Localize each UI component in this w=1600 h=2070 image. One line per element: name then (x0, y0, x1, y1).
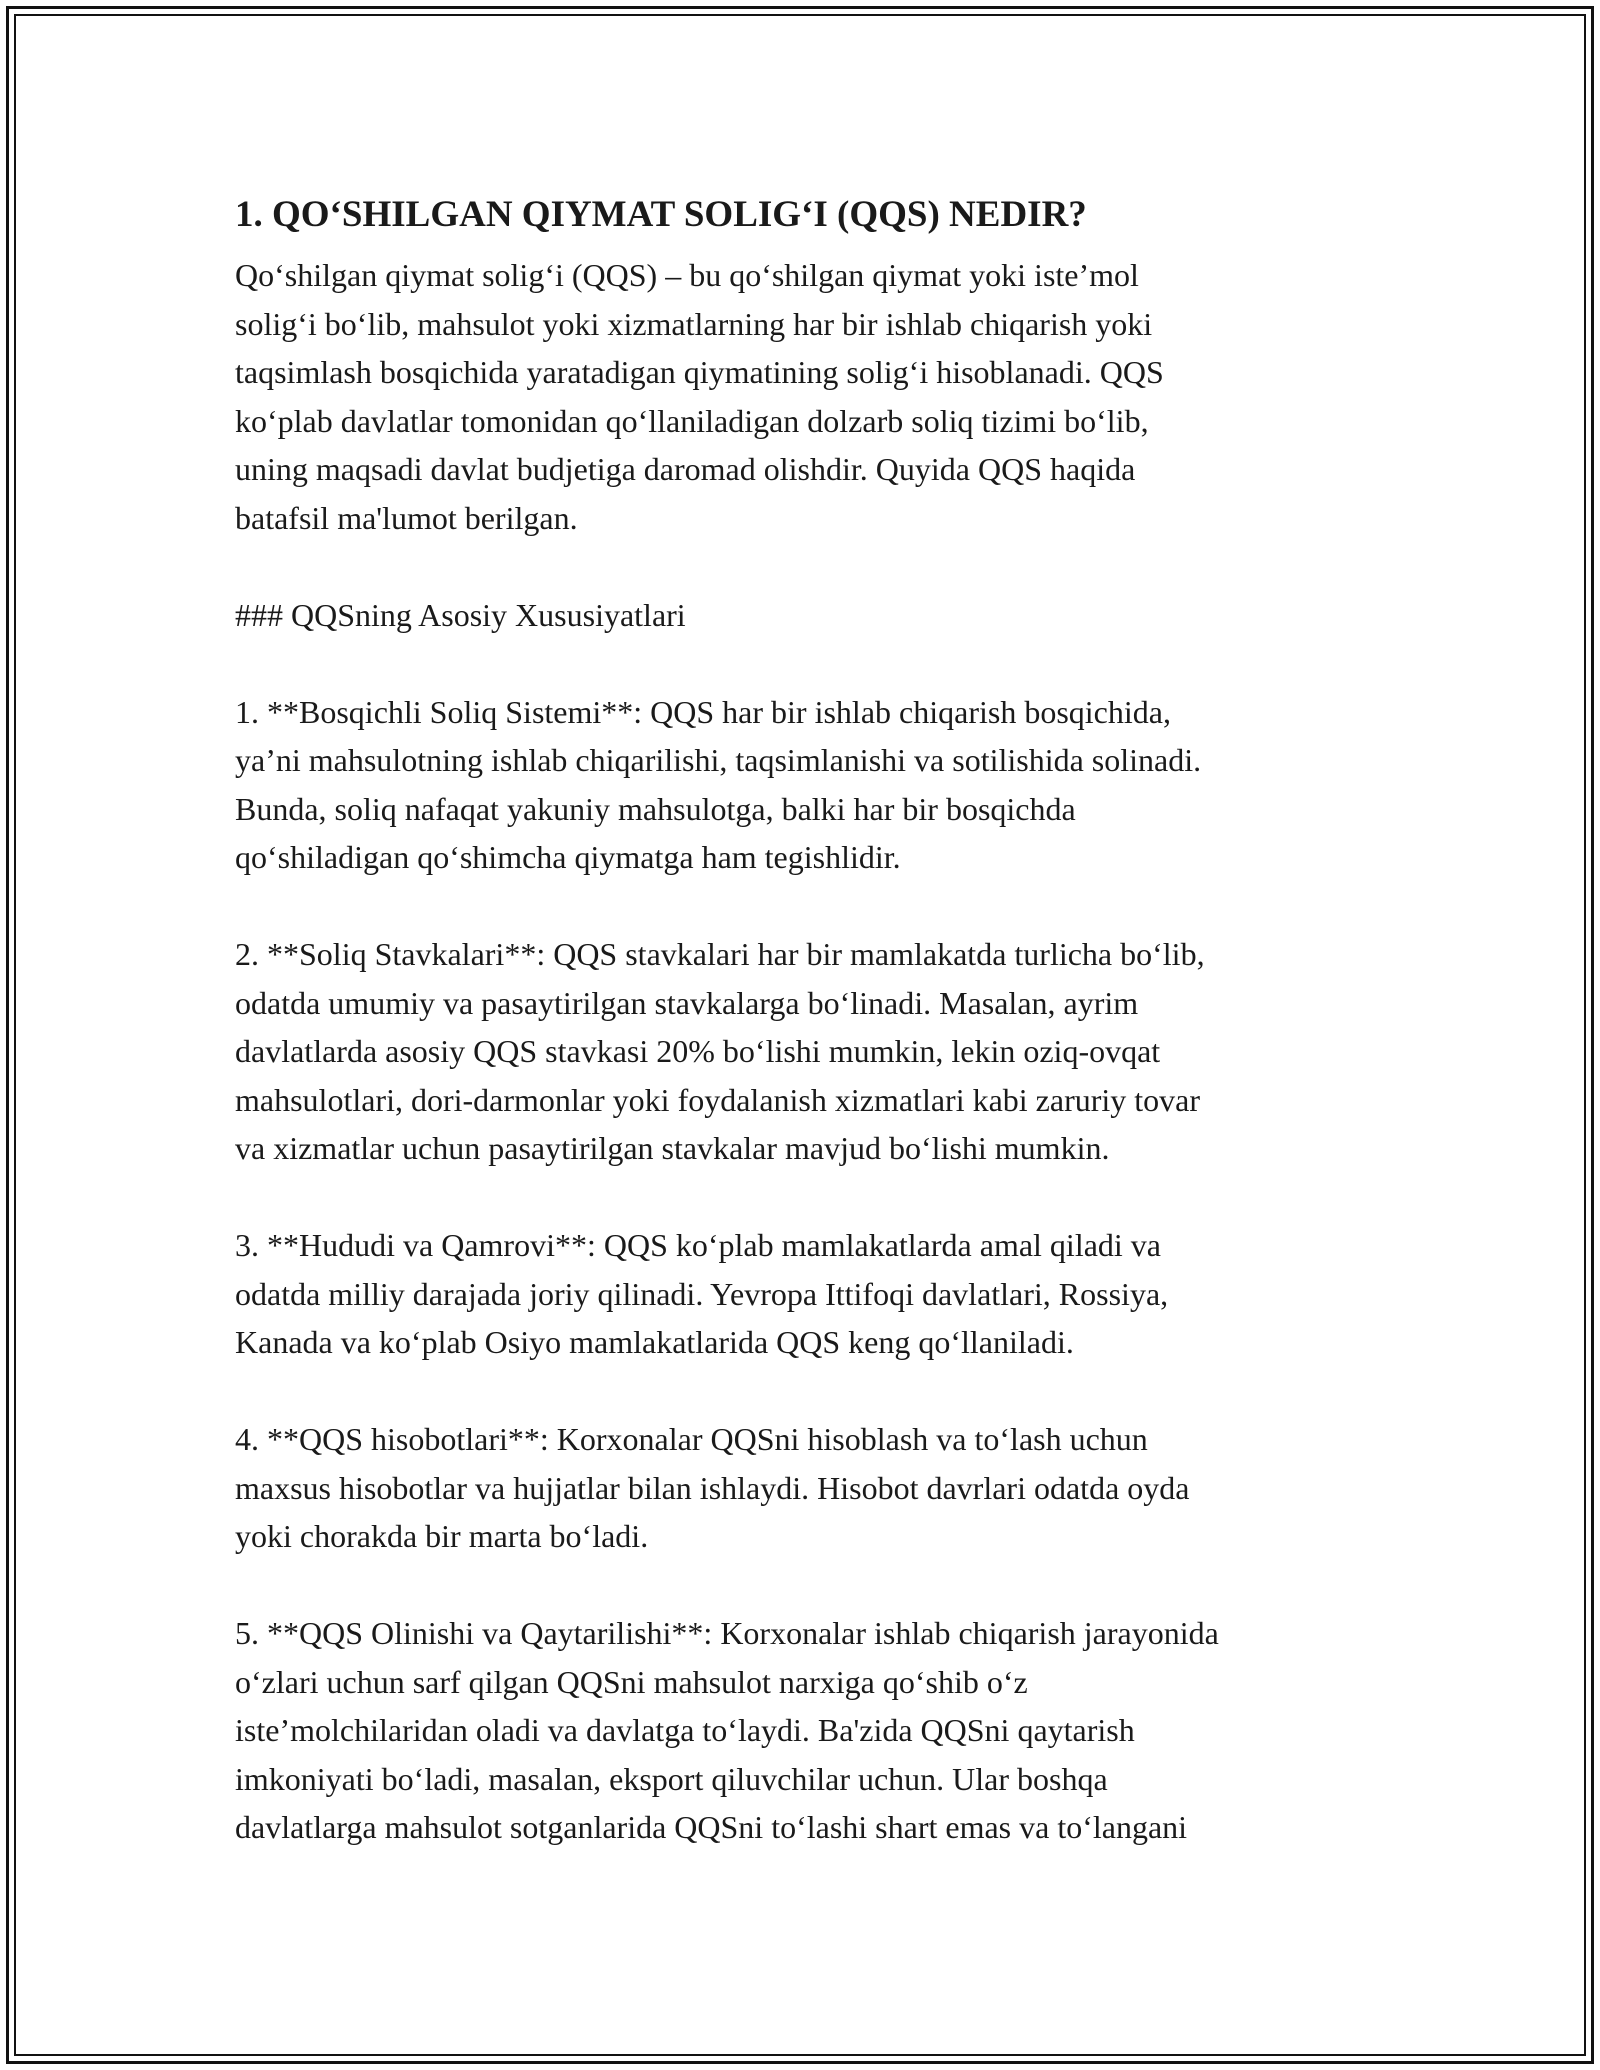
list-item-1: 1. **Bosqichli Soliq Sistemi**: QQS har bir ishlab chiqarish bosqichida, ya’ni mahsulotning ishlab chiqarilishi, taqsimlanishi va sotilishida solinadi. Bunda, soliq nafaqat yakuniy mahsulotga, balki har bir bosqichda qo‘shiladigan qo‘shimcha qiymatga ham tegishlidir. (235, 693, 1202, 875)
paragraph-spacer (235, 1367, 1375, 1416)
paragraph-spacer (235, 542, 1375, 591)
paragraph-spacer (235, 1561, 1375, 1610)
paragraph-spacer (235, 1173, 1375, 1222)
list-item-5: 5. **QQS Olinishi va Qaytarilishi**: Korxonalar ishlab chiqarish jarayonida o‘zlari uchun sarf qilgan QQSni mahsulot narxiga qo‘shib o‘z iste’molchilaridan oladi va davlatga to‘laydi. Ba'zida QQSni qaytarish imkoniyati bo‘ladi, masalan, eksport qiluvchilar uchun. Ular boshqa davlatlarga mahsulot sotganlarida QQSni to‘lashi shart emas va to‘langani (235, 1615, 1219, 1845)
list-item-2: 2. **Soliq Stavkalari**: QQS stavkalari har bir mamlakatda turlicha bo‘lib, odatda umumiy va pasaytirilgan stavkalarga bo‘linadi. Masalan, ayrim davlatlarda asosiy QQS stavkasi 20% bo‘lishi mumkin, lekin oziq-ovqat mahsulotlari, dori-darmonlar yoki foydalanish xizmatlari kabi zaruriy tovar va xizmatlar uchun pasaytirilgan stavkalar mavjud bo‘lishi mumkin. (235, 936, 1205, 1166)
list-item-4: 4. **QQS hisobotlari**: Korxonalar QQSni hisoblash va to‘lash uchun maxsus hisobotlar va hujjatlar bilan ishlaydi. Hisobot davrlari odatda oyda yoki chorakda bir marta bo‘ladi. (235, 1421, 1190, 1554)
paragraph-spacer (235, 639, 1375, 688)
page-title: 1. QO‘SHILGAN QIYMAT SOLIG‘I (QQS) NEDIR? (235, 194, 1087, 235)
section-heading: ### QQSning Asosiy Xususiyatlari (235, 596, 686, 633)
intro-paragraph: Qo‘shilgan qiymat solig‘i (QQS) – bu qo‘shilgan qiymat yoki iste’mol solig‘i bo‘lib, mahsulot yoki xizmatlarning har bir ishlab chiqarish yoki taqsimlash bosqichida yaratadigan qiymatining solig‘i hisoblanadi. QQS ko‘plab davlatlar tomonidan qo‘llaniladigan dolzarb soliq tizimi bo‘lib, uning maqsadi davlat budjetiga daromad olishdir. Quyida QQS haqida batafsil ma'lumot berilgan. (235, 257, 1164, 536)
list-item-3: 3. **Hududi va Qamrovi**: QQS ko‘plab mamlakatlarda amal qiladi va odatda milliy darajada joriy qilinadi. Yevropa Ittifoqi davlatlari, Rossiya, Kanada va ko‘plab Osiyo mamlakatlarida QQS keng qo‘llaniladi. (235, 1227, 1169, 1360)
document-body (235, 185, 1375, 1852)
paragraph-spacer (235, 882, 1375, 931)
